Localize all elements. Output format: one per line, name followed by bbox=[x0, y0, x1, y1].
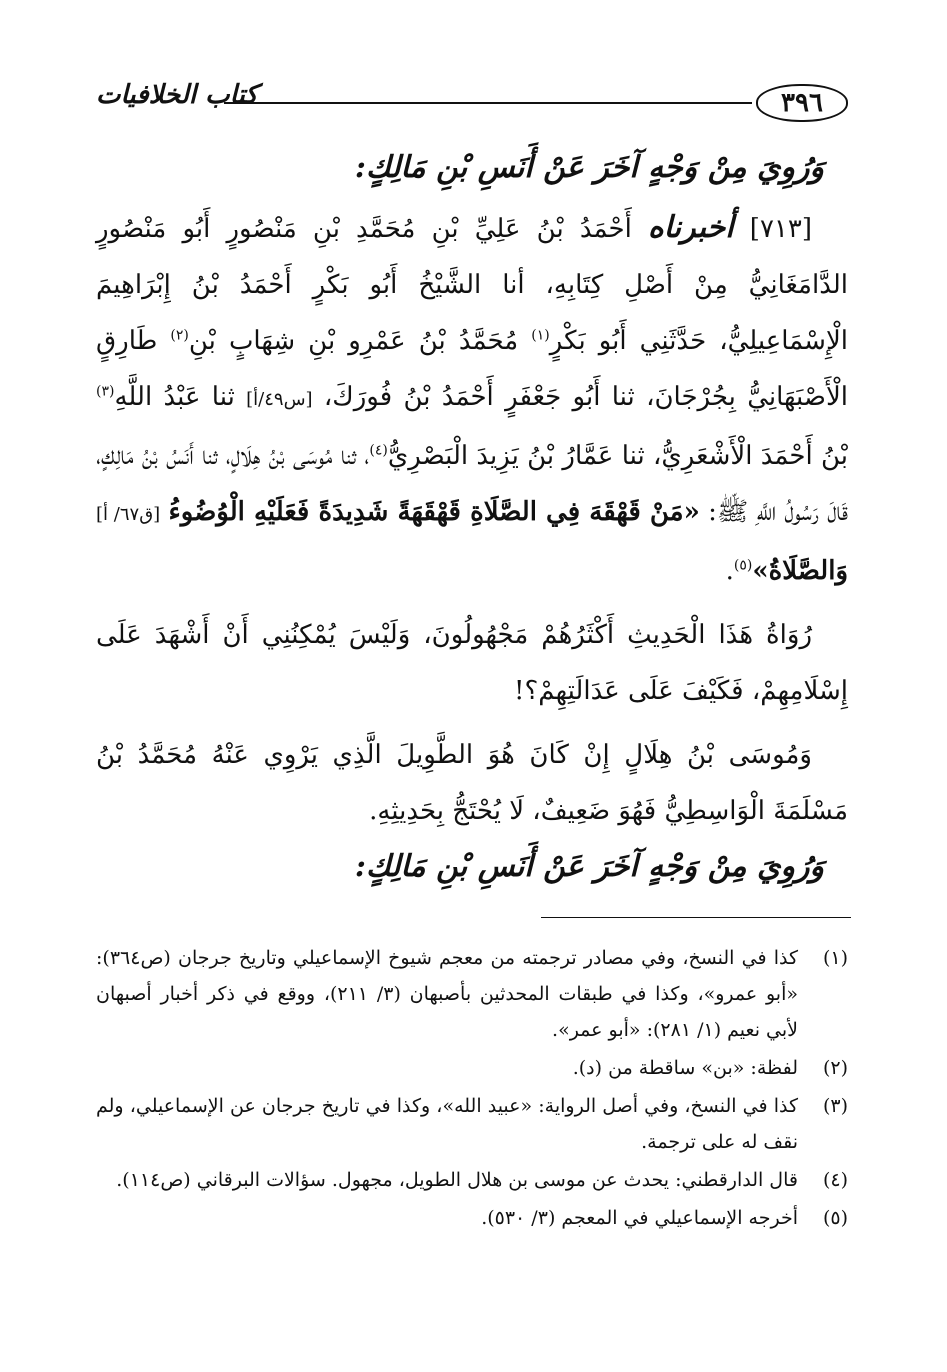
book-title: كتاب الخلافيات bbox=[96, 80, 258, 110]
footnote-text: لفظة: «بن» ساقطة من (د). bbox=[572, 1057, 798, 1079]
footnote-1 bbox=[96, 940, 848, 1048]
footnote-2 bbox=[96, 1050, 848, 1086]
akhbarana-word: أخبرناه bbox=[647, 210, 734, 245]
footnote-number: (٤) bbox=[822, 1169, 848, 1191]
main-text bbox=[96, 140, 848, 899]
isnad-part-4: ثنا عَبْدُ اللَّهِ bbox=[114, 382, 235, 412]
footnote-ref-4[interactable]: (٤) bbox=[369, 442, 388, 459]
footnote-number: (٢) bbox=[822, 1057, 848, 1079]
footnote-4 bbox=[96, 1162, 848, 1198]
hadith-text-2: وَالصَّلَاةُ» bbox=[752, 556, 848, 586]
isnad-part-1: أَحْمَدُ بْنُ عَلِيِّ بْنِ مُحَمَّدِ بْنِ مَنْصُورٍ أَبُو مَنْصُورٍ الدَّامَغَانِيُّ مِنْ أَصْلِ كِتَابِهِ، أنا الشَّيْخُ أَبُو بَكْرٍ أَحْمَدُ بْنُ إِبْرَاهِيمَ الْإِسْمَاعِيلِيُّ، حَدَّثَنِي أَبُو بَكْرٍ bbox=[96, 214, 849, 356]
footnotes bbox=[96, 940, 848, 1238]
hadith-number: [٧١٣] bbox=[749, 214, 813, 244]
paragraph-narrators: رُوَاةُ هَذَا الْحَدِيثِ أَكْثَرُهُمْ مَجْهُولُونَ، وَلَيْسَ يُمْكِنُنِي أَنْ أَشْهَدَ عَلَى إِسْلَامِهِمْ، فَكَيْفَ عَلَى عَدَالَتِهِمْ؟! bbox=[96, 620, 848, 706]
footnote-number: (٥) bbox=[822, 1207, 848, 1229]
paragraph-musa: وَمُوسَى بْنُ هِلَالٍ إِنْ كَانَ هُوَ الطَّوِيلَ الَّذِي يَرْوِي عَنْهُ مُحَمَّدُ بْنُ مَسْلَمَةَ الْوَاسِطِيُّ فَهُوَ ضَعِيفٌ، لَا يُحْتَجُّ بِحَدِيثِهِ. bbox=[96, 740, 848, 826]
isnad-part-5: بْنُ أَحْمَدَ الْأَشْعَرِيُّ، ثنا عَمَّارُ بْنُ يَزِيدَ الْبَصْرِيُّ bbox=[387, 441, 848, 471]
footnote-ref-2[interactable]: (٢) bbox=[170, 327, 189, 344]
footnote-5 bbox=[96, 1200, 848, 1236]
footnote-text: كذا في النسخ، وفي مصادر ترجمته من معجم شيوخ الإسماعيلي وتاريخ جرجان (ص٣٦٤): «أبو عمرو»، وكذا في طبقات المحدثين بأصبهان (٣/ ٢١١)، ووقع في ذكر أخبار أصبهان لأبي نعيم (١/ ٢٨١): «أبو عمر». bbox=[96, 947, 798, 1041]
footnote-3 bbox=[96, 1088, 848, 1160]
footnote-text: كذا في النسخ، وفي أصل الرواية: «عبيد الله»، وكذا في تاريخ جرجان عن الإسماعيلي، ولم نقف له على ترجمة. bbox=[96, 1095, 798, 1153]
manuscript-ref-2: [ق٦٧/ أ] bbox=[96, 504, 161, 525]
page-number: ٣٩٦ bbox=[756, 84, 848, 122]
hadith-paragraph bbox=[96, 200, 848, 599]
hadith-end: . bbox=[725, 556, 734, 586]
isnad-part-3: طَارِقٍ الْأَصْبَهَانِيُّ بِجُرْجَانَ، ثنا أَبُو جَعْفَرٍ أَحْمَدُ بْنُ فُورَكَ، bbox=[96, 326, 849, 412]
section-heading-2: وَرُوِيَ مِنْ وَجْهٍ آخَرَ عَنْ أَنَسِ بْنِ مَالِكٍ: bbox=[354, 849, 824, 884]
footnote-number: (١) bbox=[822, 947, 848, 969]
isnad-part-6: ، ثنا مُوسَى بْنُ هِلَالٍ، ثنا أَنَسُ بْنُ مَالِكٍ، قَالَ رَسُولُ اللَّهِ ﷺ: bbox=[96, 441, 848, 527]
footnote-ref-3[interactable]: (٣) bbox=[96, 383, 115, 400]
footnote-text: قال الدارقطني: يحدث عن موسى بن هلال الطويل، مجهول. سؤالات البرقاني (ص١١٤). bbox=[116, 1169, 798, 1191]
footnote-ref-5[interactable]: (٥) bbox=[733, 557, 753, 574]
section-heading-1: وَرُوِيَ مِنْ وَجْهٍ آخَرَ عَنْ أَنَسِ بْنِ مَالِكٍ: bbox=[354, 150, 824, 185]
manuscript-ref-1: [س٤٩/أ] bbox=[246, 389, 313, 410]
footnote-text: أخرجه الإسماعيلي في المعجم (٣/ ٥٣٠). bbox=[481, 1207, 798, 1229]
footnote-number: (٣) bbox=[822, 1095, 848, 1117]
isnad-part-2: مُحَمَّدُ بْنُ عَمْرِو بْنِ شِهَابٍ بْنِ bbox=[188, 326, 519, 356]
header-rule bbox=[224, 102, 752, 104]
footnote-separator bbox=[541, 917, 851, 918]
hadith-text-1: «مَنْ قَهْقَهَ فِي الصَّلَاةِ قَهْقَهَةً شَدِيدَةً فَعَلَيْهِ الْوُضُوءُ bbox=[168, 497, 700, 527]
page-header bbox=[96, 78, 848, 128]
footnote-ref-1[interactable]: (١) bbox=[531, 327, 550, 344]
